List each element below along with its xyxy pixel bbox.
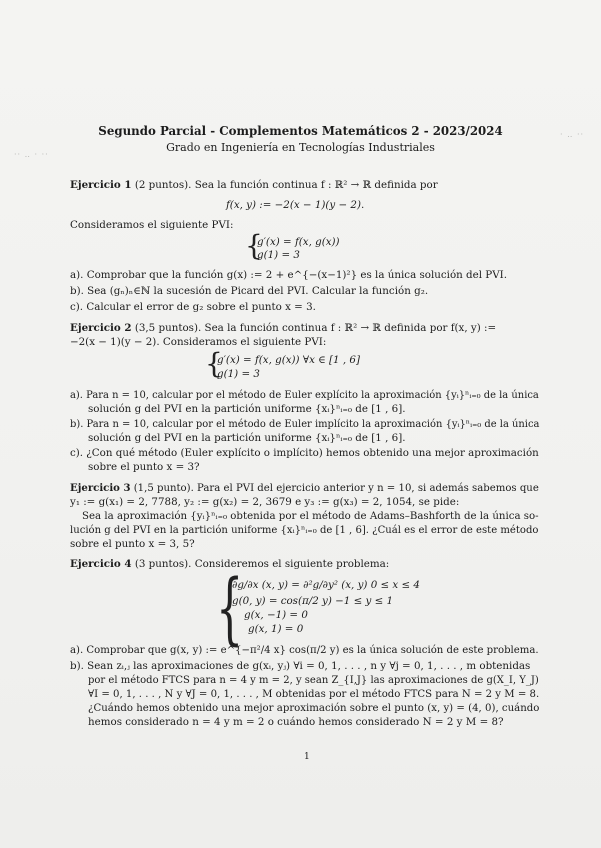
ex3-intro: (1,5 punto). Para el PVI del ejercicio anterior y n = 10, si además sabemos que xyxy=(133,482,539,494)
page-number: 1 xyxy=(304,752,310,762)
ex1-item-c: c). Calcular el error de g₂ sobre el punto x = 3. xyxy=(70,301,316,313)
ex4-item-b-2: por el método FTCS para n = 4 y m = 2, y sean Z_{I,J} las aproximaciones de g(X_I, Y_J) xyxy=(88,674,539,686)
ex2-intro-line-1 xyxy=(70,322,496,335)
ex3-line-3: Sea la aproximación {yᵢ}ⁿᵢ₌₀ obtenida por el método de Adams–Bashforth de la única so- xyxy=(82,510,539,522)
ex4-item-a: a). Comprobar que g(x, y) := e^{−π²/4 x} cos(π/2 y) es la única solución de este problema. xyxy=(70,644,539,656)
ex1-item-b: b). Sea (gₙ)ₙ∈ℕ la sucesión de Picard del PVI. Calcular la función g₂. xyxy=(70,285,429,297)
ex4-system-line-4: g(x, 1) = 0 xyxy=(248,623,304,635)
ex3-line-2: y₁ := g(x₁) = 2, 7788, y₂ := g(x₂) = 2, 3679 e y₃ := g(x₃) = 2, 1054, se pide: xyxy=(70,496,460,508)
ex2-item-c-1: c). ¿Con qué método (Euler explícito o implícito) hemos obtenido una mejor aproximación xyxy=(70,447,539,459)
ex2-item-b-1: b). Para n = 10, calcular por el método de Euler implícito la aproximación {yᵢ}ⁿᵢ₌₀ de la única xyxy=(70,418,540,430)
ex1-label: Ejercicio 1 xyxy=(70,179,132,191)
ex3-label: Ejercicio 3 xyxy=(70,482,131,494)
ex4-item-b-3: ∀I = 0, 1, . . . , N y ∀J = 0, 1, . . . , M obtenidas por el método FTCS para N = 2 y M = 8. xyxy=(88,688,540,700)
ex1-pvi-intro: Consideramos el siguiente PVI: xyxy=(70,219,234,231)
margin-scribble-left: ·· ‥ · ·· xyxy=(14,150,49,159)
ex4-system-line-1: ∂g/∂x (x, y) = ∂²g/∂y² (x, y) 0 ≤ x ≤ 4 xyxy=(232,579,420,591)
ex2-item-c-2: sobre el punto x = 3? xyxy=(88,461,200,473)
ex1-system-line-2: g(1) = 3 xyxy=(257,249,300,261)
ex4-item-b-1: b). Sean zᵢ,ⱼ las aproximaciones de g(xᵢ, yⱼ) ∀i = 0, 1, . . . , n y ∀j = 0, 1, . . . , m obtenidas xyxy=(70,660,531,672)
ex3-line-1 xyxy=(70,482,539,495)
ex3-line-4: lución g del PVI en la partición uniforme {xᵢ}ⁿᵢ₌₀ de [1 , 6]. ¿Cuál es el error de este método xyxy=(70,524,539,536)
ex4-system-line-2: g(0, y) = cos(π/2 y) −1 ≤ y ≤ 1 xyxy=(232,595,394,607)
ex2-label: Ejercicio 2 xyxy=(70,322,132,334)
ex2-system-line-2: g(1) = 3 xyxy=(217,368,260,380)
ex2-item-a-1: a). Para n = 10, calcular por el método de Euler explícito la aproximación {yᵢ}ⁿᵢ₌₀ de la única xyxy=(70,389,539,401)
ex2-intro-line-2: −2(x − 1)(y − 2). Consideramos el siguiente PVI: xyxy=(70,336,327,348)
ex4-label: Ejercicio 4 xyxy=(70,558,132,570)
ex1-system-brace: { xyxy=(245,229,263,262)
ex1-system-line-1: g′(x) = f(x, g(x)) xyxy=(257,236,340,248)
ex4-item-b-5: hemos considerado n = 4 y m = 2 o cuándo hemos considerado N = 2 y M = 8? xyxy=(88,716,504,728)
ex2-item-a-2: solución g del PVI en la partición uniforme {xᵢ}ⁿᵢ₌₀ de [1 , 6]. xyxy=(88,403,406,415)
ex1-formula: f(x, y) := −2(x − 1)(y − 2). xyxy=(226,199,365,211)
ex3-line-5: sobre el punto x = 3, 5? xyxy=(70,538,195,550)
ex1-item-a: a). Comprobar que la función g(x) := 2 + e^{−(x−1)²} es la única solución del PVI. xyxy=(70,269,508,281)
margin-scribble-right: · ‥ ·· xyxy=(560,130,585,139)
ex2-intro-1: (3,5 puntos). Sea la función continua f : ℝ² → ℝ definida por f(x, y) := xyxy=(134,322,497,334)
ex4-intro: (3 puntos). Consideremos el siguiente problema: xyxy=(134,558,390,570)
ex2-system-line-1: g′(x) = f(x, g(x)) ∀x ∈ [1 , 6] xyxy=(217,354,360,366)
ex1-intro: (2 puntos). Sea la función continua f : ℝ² → ℝ definida por xyxy=(134,179,438,191)
ex4-item-b-4: ¿Cuándo hemos obtenido una mejor aproximación sobre el punto (x, y) = (4, 0), cuándo xyxy=(88,702,540,714)
ex4-system-line-3: g(x, −1) = 0 xyxy=(244,609,308,621)
ex1-intro-line xyxy=(70,179,438,192)
exam-title: Segundo Parcial - Complementos Matemáticos 2 - 2023/2024 xyxy=(98,124,503,138)
exam-subtitle: Grado en Ingeniería en Tecnologías Industriales xyxy=(166,141,435,154)
ex2-system-brace: { xyxy=(205,347,223,380)
ex4-system-brace: { xyxy=(216,564,244,654)
ex2-item-b-2: solución g del PVI en la partición uniforme {xᵢ}ⁿᵢ₌₀ de [1 , 6]. xyxy=(88,432,406,444)
